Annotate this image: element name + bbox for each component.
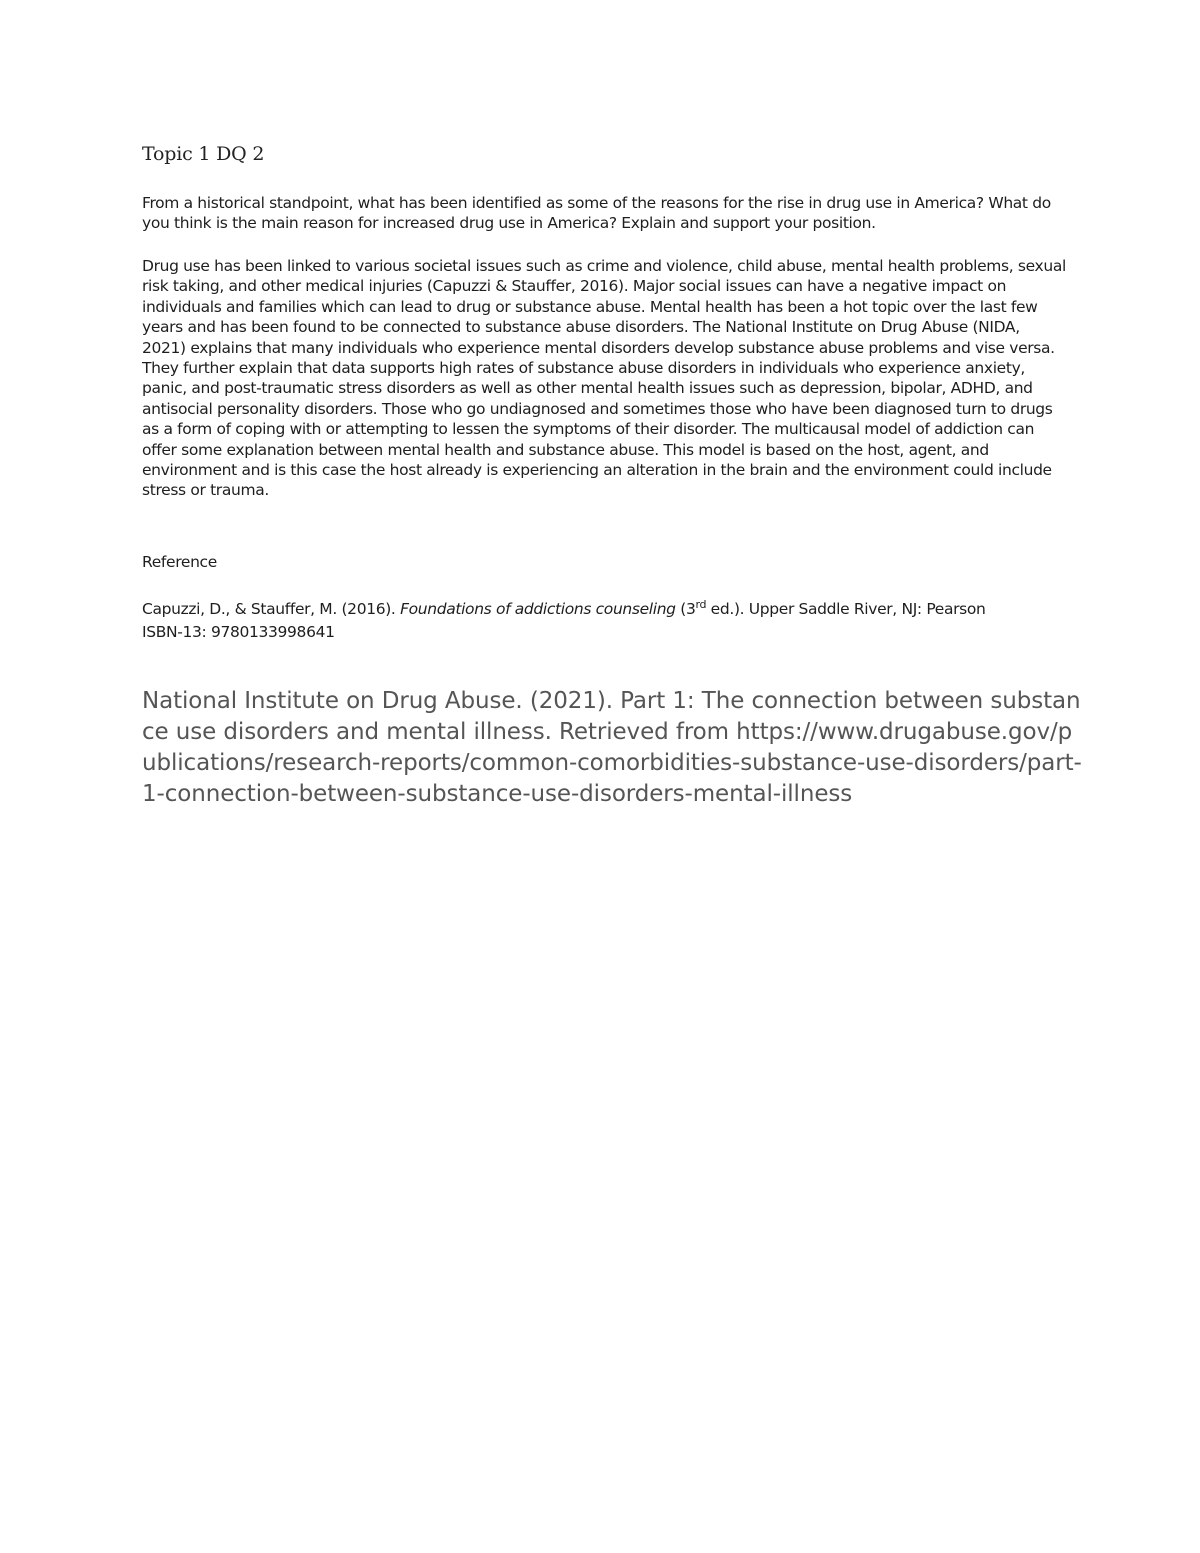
reference-nida-url[interactable]: https://www.drugabuse.gov/publications/research-reports/common-comorbidities-substance-use-disorders/part-1-connection-between-substance-use-disorders-mental-illness [142,719,1082,807]
discussion-answer: Drug use has been linked to various societal issues such as crime and violence, child abuse, mental health problems, sexual risk taking, and other medical injuries (Capuzzi & Stauffer, 2016). Major social issues can have a negative impact on individuals and families which can lead to drug or substance abuse. Mental health has been a hot topic over the last few years and has been found to be connected to substance abuse disorders. The National Institute on Drug Abuse (NIDA, 2021) explains that many individuals who experience mental disorders develop substance abuse problems and vise versa. They further explain that data supports high rates of substance abuse disorders in individuals who experience anxiety, panic, and post-traumatic stress disorders as well as other mental health issues such as depression, bipolar, ADHD, and antisocial personality disorders. Those who go undiagnosed and sometimes those who have been diagnosed turn to drugs as a form of coping with or attempting to lessen the symptoms of their disorder. The multicausal model of addiction can offer some explanation between mental health and substance abuse. This model is based on the host, agent, and environment and is this case the host already is experiencing an alteration in the brain and the environment could include stress or trauma. [142,257,1066,500]
reference-publisher: ed.). Upper Saddle River, NJ: Pearson [706,600,986,618]
discussion-question: From a historical standpoint, what has been identified as some of the reasons for the rise in drug use in America? What do you think is the main reason for increased drug use in America? Explain and support your position. [142,194,1051,233]
reference-nida-text: National Institute on Drug Abuse. (2021). Part 1: The connection between substance use disorders and mental illness. Retrieved from [142,688,1081,745]
reference-authors: Capuzzi, D., & Stauffer, M. (2016). [142,600,401,618]
reference-book-title: Foundations of addictions counseling [400,600,676,618]
reference-entry-nida [142,686,1082,810]
document-title: Topic 1 DQ 2 [142,143,265,165]
reference-edition-open: (3 [675,600,696,618]
reference-entry-capuzzi [142,598,1067,644]
reference-isbn: ISBN-13: 9780133998641 [142,623,335,641]
reference-edition-superscript: rd [695,597,707,611]
reference-heading: Reference [142,553,217,571]
